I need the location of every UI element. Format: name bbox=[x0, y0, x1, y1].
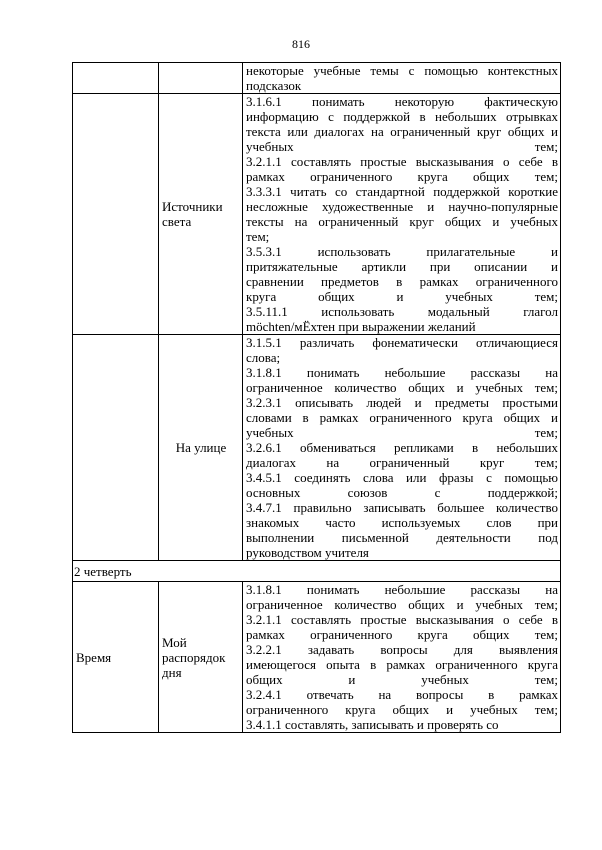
table-row bbox=[73, 63, 561, 94]
objective-line: 3.4.1.1 составлять, записывать и проверять со bbox=[246, 717, 499, 732]
table-row bbox=[73, 582, 561, 733]
objectives-cell bbox=[243, 63, 561, 94]
section-cell bbox=[73, 94, 159, 335]
topic-cell: Источники света bbox=[159, 94, 243, 335]
objective-line: ограниченное количество общих и учебных тем; bbox=[246, 380, 558, 395]
objective-line: учебных тем; bbox=[246, 425, 558, 440]
objective-line: 3.1.5.1 различать фонематически отличающиеся bbox=[246, 335, 558, 350]
objective-line: 3.2.4.1 отвечать на вопросы в рамках bbox=[246, 687, 558, 702]
objective-line: сравнении предметов в рамках ограниченного bbox=[246, 274, 558, 289]
objectives-cell bbox=[243, 582, 561, 733]
objectives-cell bbox=[243, 335, 561, 561]
objective-line: учебных тем; bbox=[246, 139, 558, 154]
objective-line: 3.4.7.1 правильно записывать большее количество bbox=[246, 500, 558, 515]
objective-line: знакомых часто используемых слов при bbox=[246, 515, 558, 530]
objective-line: основных союзов с поддержкой; bbox=[246, 485, 558, 500]
objective-line: круга общих и учебных тем; bbox=[246, 289, 558, 304]
objective-line: ограниченного круга общих и учебных тем; bbox=[246, 702, 558, 717]
objective-line: рамках ограниченного круга общих тем; bbox=[246, 627, 558, 642]
objective-line: 3.1.8.1 понимать небольшие рассказы на bbox=[246, 365, 558, 380]
topic-cell: На улице bbox=[159, 335, 243, 561]
objective-line: общих и учебных тем; bbox=[246, 672, 558, 687]
objective-line: 3.2.6.1 обмениваться репликами в небольших bbox=[246, 440, 558, 455]
objective-line: несложные художественные и научно-популярные bbox=[246, 199, 558, 214]
objective-line: словами в рамках ограниченного круга общих и bbox=[246, 410, 558, 425]
table-row bbox=[73, 335, 561, 561]
objective-line: рамках ограниченного круга общих тем; bbox=[246, 169, 558, 184]
objectives-cell bbox=[243, 94, 561, 335]
objective-line: 3.2.1.1 составлять простые высказывания о себе в bbox=[246, 612, 558, 627]
objective-line: руководством учителя bbox=[246, 545, 369, 560]
quarter-label: 2 четверть bbox=[73, 561, 561, 582]
objective-line: ограниченное количество общих и учебных тем; bbox=[246, 597, 558, 612]
quarter-row bbox=[73, 561, 561, 582]
objective-line: 3.3.3.1 читать со стандартной поддержкой короткие bbox=[246, 184, 558, 199]
objective-line: 3.5.11.1 использовать модальный глагол bbox=[246, 304, 558, 319]
objective-line: möchten/мЁхтен при выражении желаний bbox=[246, 319, 476, 334]
objective-line: слова; bbox=[246, 350, 281, 365]
objective-line: некоторые учебные темы с помощью контекстных bbox=[246, 63, 558, 78]
topic-cell bbox=[159, 63, 243, 94]
objective-line: диалогах на ограниченный круг тем; bbox=[246, 455, 558, 470]
section-cell: Время bbox=[73, 582, 159, 733]
topic-cell: Мой распорядок дня bbox=[159, 582, 243, 733]
objective-line: информацию с поддержкой в небольших отрывках bbox=[246, 109, 558, 124]
objective-line: 3.2.3.1 описывать людей и предметы простыми bbox=[246, 395, 558, 410]
objective-line: 3.4.5.1 соединять слова или фразы с помощью bbox=[246, 470, 558, 485]
page-number: 816 bbox=[292, 37, 310, 51]
objective-line: 3.5.3.1 использовать прилагательные и bbox=[246, 244, 558, 259]
objective-line: тем; bbox=[246, 229, 270, 244]
objective-line: подсказок bbox=[246, 78, 302, 93]
objective-line: притяжательные артикли при описании и bbox=[246, 259, 558, 274]
objective-line: тексты на ограниченный круг общих и учебных bbox=[246, 214, 558, 229]
table-row bbox=[73, 94, 561, 335]
section-cell bbox=[73, 335, 159, 561]
objective-line: текста или диалогах на ограниченный круг общих и bbox=[246, 124, 558, 139]
curriculum-table bbox=[72, 62, 561, 733]
objective-line: имеющегося опыта в рамках ограниченного круга bbox=[246, 657, 558, 672]
objective-line: 3.1.6.1 понимать некоторую фактическую bbox=[246, 94, 558, 109]
section-cell bbox=[73, 63, 159, 94]
objective-line: 3.2.1.1 составлять простые высказывания о себе в bbox=[246, 154, 558, 169]
objective-line: выполнении письменной деятельности под bbox=[246, 530, 558, 545]
objective-line: 3.1.8.1 понимать небольшие рассказы на bbox=[246, 582, 558, 597]
objective-line: 3.2.2.1 задавать вопросы для выявления bbox=[246, 642, 558, 657]
